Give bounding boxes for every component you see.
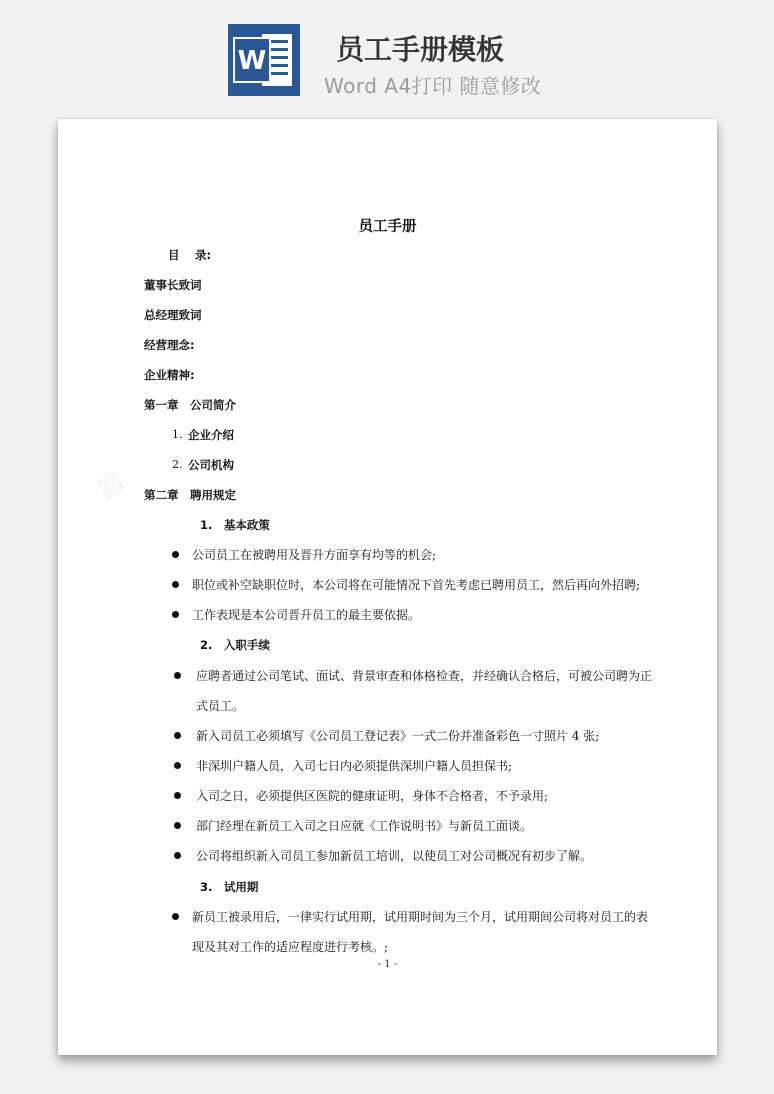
bullet-text: 应聘者通过公司笔试、面试、背景审查和体格检查，并经确认合格后，可被公司聘为正	[196, 669, 653, 683]
bullet-text: 公司员工在被聘用及晋升方面享有均等的机会;	[192, 548, 437, 562]
word-logo-letter: W	[237, 46, 267, 76]
page-number: - 1 -	[377, 959, 398, 970]
document-title: 员工手册	[358, 219, 417, 235]
chapter1-item: 公司机构	[188, 458, 234, 472]
header-banner	[0, 0, 774, 110]
bullet-dot	[172, 551, 179, 558]
bullet-text: 新入司员工必须填写《公司员工登记表》一式二份并准备彩色一寸照片 4 张;	[196, 729, 600, 743]
toc-item: 企业精神:	[144, 368, 195, 382]
list-number: 2.	[172, 458, 183, 471]
bullet-text: 职位或补空缺职位时，本公司将在可能情况下首先考虑已聘用员工，然后再向外招聘;	[192, 578, 641, 592]
bullet-text: 部门经理在新员工入司之日应就《工作说明书》与新员工面谈。	[196, 819, 533, 833]
bullet-text: 公司将组织新入司员工参加新员工培训，以使员工对公司概况有初步了解。	[196, 849, 593, 863]
section1-heading: 1. 基本政策	[200, 518, 270, 532]
bullet-dot	[172, 611, 179, 618]
bullet-text: 入司之日，必须提供区医院的健康证明，身体不合格者，不予录用;	[196, 789, 549, 803]
bullet-dot	[174, 672, 181, 679]
chapter2-heading: 第二章 聘用规定	[144, 488, 236, 502]
bullet-dot	[174, 792, 181, 799]
bullet-dot	[172, 913, 179, 920]
bullet-dot	[172, 581, 179, 588]
chapter1-item: 企业介绍	[188, 428, 234, 442]
watermark-decoration: ▨	[91, 464, 129, 504]
list-number: 1.	[172, 428, 183, 441]
document-page	[58, 119, 717, 1055]
section2-heading: 2. 入职手续	[200, 638, 270, 652]
chapter1-heading: 第一章 公司简介	[144, 398, 236, 412]
bullet-dot	[174, 822, 181, 829]
word-icon	[228, 24, 300, 96]
bullet-text: 新员工被录用后，一律实行试用期，试用期时间为三个月，试用期间公司将对员工的表	[192, 910, 649, 924]
banner-title: 员工手册模板	[335, 33, 504, 66]
bullet-text: 工作表现是本公司晋升员工的最主要依据。	[192, 608, 421, 622]
bullet-dot	[174, 732, 181, 739]
bullet-dot	[174, 762, 181, 769]
banner-subtitle: Word A4打印 随意修改	[324, 74, 542, 98]
toc-item: 经营理念:	[144, 338, 195, 352]
bullet-text: 非深圳户籍人员，入司七日内必须提供深圳户籍人员担保书;	[196, 759, 513, 773]
bullet-dot	[174, 852, 181, 859]
bullet-text-continued: 式员工。	[196, 699, 245, 713]
toc-item: 董事长致词	[144, 278, 202, 292]
toc-label: 目 录:	[168, 248, 212, 262]
section3-heading: 3. 试用期	[200, 880, 259, 894]
bullet-text-continued: 现及其对工作的适应程度进行考核。;	[192, 940, 389, 954]
toc-item: 总经理致词	[144, 308, 202, 322]
